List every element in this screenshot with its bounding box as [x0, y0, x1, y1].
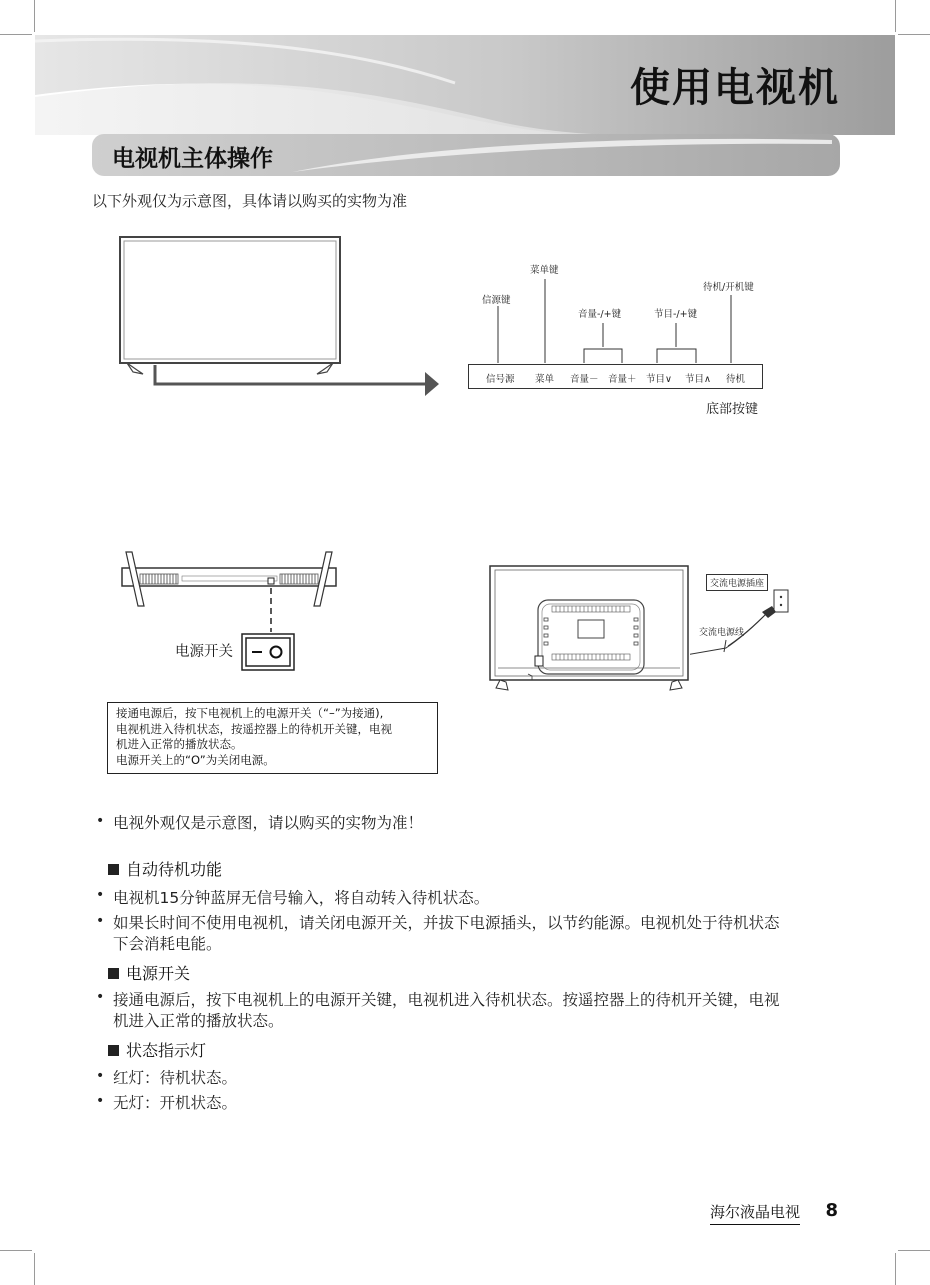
tv-rear-view-illustration	[488, 564, 698, 694]
bullet-dot: •	[96, 813, 105, 829]
bullet-dot: •	[96, 913, 105, 929]
power-switch-item-line-2: 机进入正常的播放状态。	[113, 1012, 284, 1030]
bullet-dot: •	[96, 1093, 105, 1109]
page-number: 8	[825, 1200, 838, 1221]
power-switch-heading-text: 电源开关	[126, 964, 191, 983]
power-switch-label: 电源开关	[175, 644, 233, 660]
crop-mark	[0, 34, 32, 35]
auto-standby-item-2-line-1: 如果长时间不使用电视机，请关闭电源开关，并拔下电源插头，以节约能源。电视机处于待机状态	[113, 914, 780, 932]
auto-standby-item-2-line-2: 下会消耗电能。	[113, 935, 222, 953]
key-label-standby: 待机	[726, 374, 746, 385]
crop-mark	[898, 34, 930, 35]
status-no-light: 无灯：开机状态。	[113, 1094, 238, 1112]
description-line: 电视机进入待机状态，按遥控器上的待机开关键，电视	[116, 721, 392, 736]
power-switch-item-line-1: 接通电源后，按下电视机上的电源开关键，电视机进入待机状态。按遥控器上的待机开关键，电视	[113, 991, 780, 1009]
key-label-volume-up: 音量＋	[608, 374, 637, 385]
page-title: 使用电视机	[630, 65, 840, 111]
description-line: 机进入正常的播放状态。	[116, 737, 243, 751]
status-indicator-heading	[108, 1038, 206, 1061]
ac-socket-label: 交流电源插座	[706, 574, 768, 591]
bullet-dot: •	[96, 989, 105, 1005]
crop-mark	[34, 1253, 35, 1285]
status-indicator-heading-text: 状态指示灯	[126, 1041, 207, 1060]
crop-mark	[895, 1253, 896, 1285]
key-label-menu: 菜单	[535, 374, 555, 385]
bullet-dot: •	[96, 887, 105, 903]
ac-cord-label: 交流电源线	[699, 628, 745, 638]
crop-mark	[895, 0, 896, 32]
section-title: 电视机主体操作	[112, 146, 273, 172]
volume-key-callout: 音量-/+键	[578, 309, 622, 320]
description-line: 电源开关上的“O”为关闭电源。	[116, 752, 275, 767]
bullet-dot: •	[96, 1068, 105, 1084]
source-key-callout: 信源键	[482, 295, 511, 306]
key-label-channel-up: 节目∧	[685, 374, 711, 385]
menu-key-callout: 菜单键	[530, 265, 559, 276]
auto-standby-heading	[108, 857, 222, 880]
intro-text: 以下外观仅为示意图，具体请以购买的实物为准	[92, 192, 408, 210]
appearance-note: 电视外观仅是示意图，请以购买的实物为准！	[113, 814, 424, 832]
power-switch-heading	[108, 961, 190, 984]
channel-key-callout: 节目-/+键	[654, 309, 698, 320]
key-label-volume-down: 音量－	[570, 374, 599, 385]
bottom-keys-caption: 底部按键	[706, 402, 759, 417]
crop-mark	[34, 0, 35, 32]
auto-standby-item-1: 电视机15分钟蓝屏无信号输入，将自动转入待机状态。	[113, 889, 490, 907]
standby-key-callout: 待机/开机键	[703, 282, 754, 293]
tv-front-illustration	[115, 234, 445, 399]
status-red-light: 红灯：待机状态。	[113, 1069, 238, 1087]
description-line: 接通电源后，按下电视机上的电源开关（“–”为接通),	[116, 706, 384, 720]
power-switch-description-box	[107, 702, 438, 774]
crop-mark	[898, 1250, 930, 1251]
footer-brand: 海尔液晶电视	[710, 1201, 800, 1225]
key-label-channel-down: 节目∨	[646, 374, 672, 385]
crop-mark	[0, 1250, 32, 1251]
auto-standby-heading-text: 自动待机功能	[126, 860, 223, 879]
key-label-source: 信号源	[486, 374, 515, 385]
